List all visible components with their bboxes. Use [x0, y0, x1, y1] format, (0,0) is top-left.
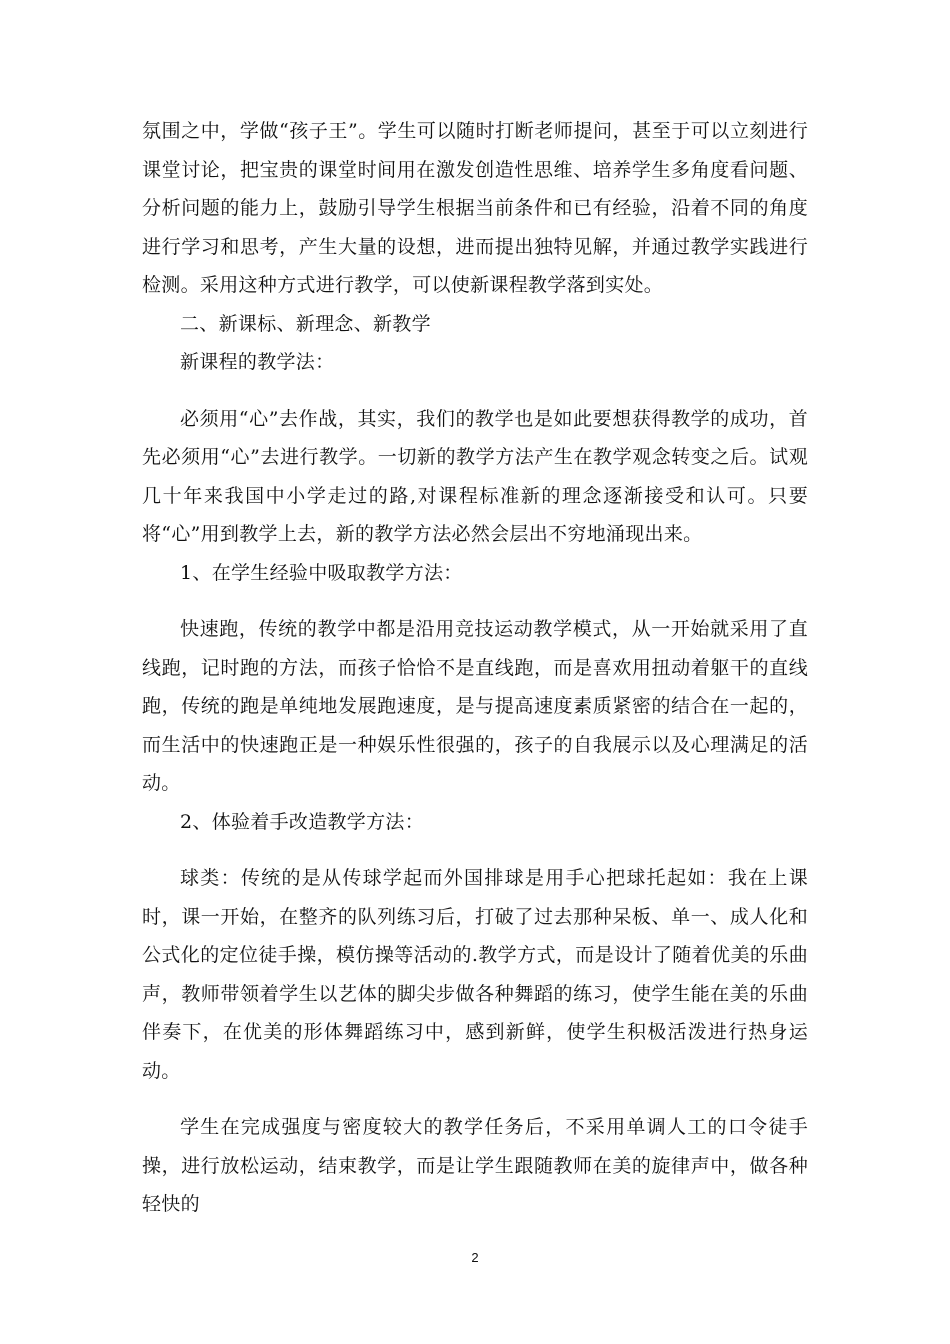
page-number: 2 — [471, 1250, 479, 1265]
paragraph-relaxation: 学生在完成强度与密度较大的教学任务后，不采用单调人工的口令徒手操，进行放松运动，结束教学，而是让学生跟随教师在美的旋律声中，做各种轻快的 — [142, 1116, 808, 1215]
subheading-teaching-methods: 新课程的教学法： — [180, 351, 335, 373]
document-body — [142, 112, 808, 1224]
subheading-experience-reform: 2、体验着手改造教学方法： — [180, 810, 424, 833]
section-heading-new-curriculum: 二、新课标、新理念、新教学 — [180, 312, 431, 335]
subheading-student-experience: 1、在学生经验中吸取教学方法： — [180, 561, 463, 584]
paragraph-continuation: 氛围之中，学做“孩子王”。学生可以随时打断老师提问，甚至于可以立刻进行课堂讨论，把宝贵的课堂时间用在激发创造性思维、培养学生多角度看问题、分析问题的能力上，鼓励引导学生根据当前条件和已有经验，沿着不同的角度进行学习和思考，产生大量的设想，进而提出独特见解，并通过教学实践进行检测。采用这种方式进行教学，可以使新课程教学落到实处。 — [142, 120, 808, 296]
paragraph-ball-games: 球类：传统的是从传球学起而外国排球是用手心把球托起如：我在上课时，课一开始，在整齐的队列练习后，打破了过去那种呆板、单一、成人化和公式化的定位徒手操，模仿操等活动的.教学方式，而是设计了随着优美的乐曲声，教师带领着学生以艺体的脚尖步做各种舞蹈的练习，使学生能在美的乐曲伴奏下，在优美的形体舞蹈练习中，感到新鲜，使学生积极活泼进行热身运动。 — [142, 867, 808, 1082]
paragraph-fast-running: 快速跑，传统的教学中都是沿用竞技运动教学模式，从一开始就采用了直线跑，记时跑的方法，而孩子恰恰不是直线跑，而是喜欢用扭动着躯干的直线跑，传统的跑是单纯地发展跑速度，是与提高速度素质紧密的结合在一起的，而生活中的快速跑正是一种娱乐性很强的，孩子的自我展示以及心理满足的活动。 — [142, 618, 808, 794]
paragraph-use-heart: 必须用“心”去作战，其实，我们的教学也是如此要想获得教学的成功，首先必须用“心”去进行教学。一切新的教学方法产生在教学观念转变之后。试观几十年来我国中小学走过的路,对课程标准新的理念逐渐接受和认可。只要将“心”用到教学上去，新的教学方法必然会层出不穷地涌现出来。 — [142, 407, 808, 545]
